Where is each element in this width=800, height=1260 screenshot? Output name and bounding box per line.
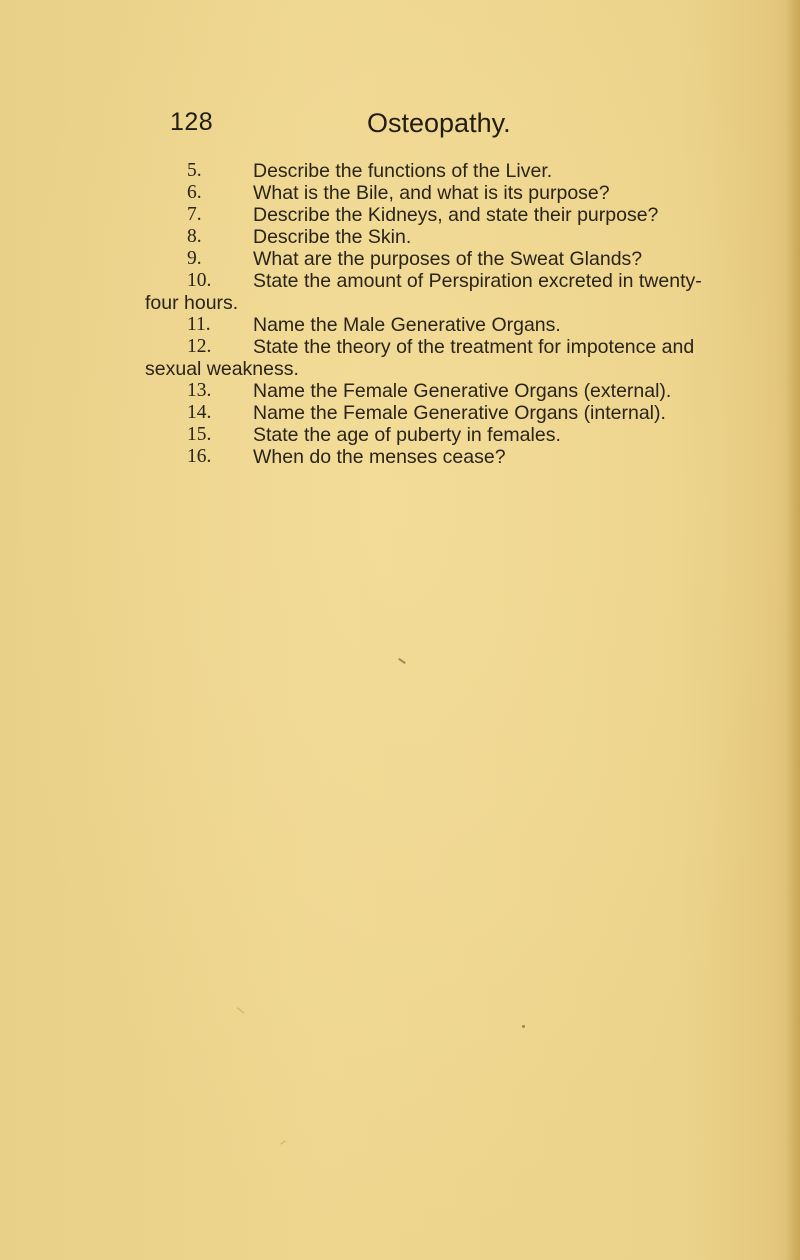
question-continuation: sexual weakness. <box>145 358 299 380</box>
question-item <box>0 160 733 182</box>
scan-speck <box>280 1140 285 1144</box>
question-text: Name the Female Generative Organs (external). <box>253 380 672 402</box>
question-text: Name the Female Generative Organs (internal). <box>253 402 666 424</box>
question-text: State the theory of the treatment for impotence and <box>253 336 695 358</box>
question-text: Describe the Skin. <box>253 226 412 248</box>
question-item <box>0 248 733 270</box>
scan-speck <box>522 1025 525 1028</box>
question-item <box>0 446 733 468</box>
question-item <box>0 402 733 424</box>
question-text: State the age of puberty in females. <box>253 424 561 446</box>
page-number: 128 <box>170 108 214 136</box>
question-item <box>0 226 733 248</box>
question-text: Name the Male Generative Organs. <box>253 314 561 336</box>
question-number: 13. <box>187 380 212 401</box>
scan-speck <box>237 1007 245 1014</box>
question-item <box>0 336 733 380</box>
question-number: 8. <box>187 226 202 247</box>
scan-speck <box>398 658 406 664</box>
question-item <box>0 380 733 402</box>
running-title: Osteopathy. <box>367 108 511 138</box>
question-text: What are the purposes of the Sweat Glands? <box>253 248 643 270</box>
question-number: 11. <box>187 314 211 335</box>
question-item <box>0 270 733 314</box>
question-text: What is the Bile, and what is its purpose? <box>253 182 610 204</box>
question-text: When do the menses cease? <box>253 446 506 468</box>
question-number: 16. <box>187 446 212 467</box>
question-list <box>0 160 800 468</box>
question-item <box>0 314 733 336</box>
question-text: Describe the functions of the Liver. <box>253 160 553 182</box>
question-item <box>0 204 733 226</box>
question-item <box>0 182 733 204</box>
question-number: 5. <box>187 160 202 181</box>
question-number: 10. <box>187 270 212 291</box>
question-text: State the amount of Perspiration excreted in twenty- <box>253 270 702 292</box>
question-number: 14. <box>187 402 212 423</box>
question-item <box>0 424 733 446</box>
question-number: 6. <box>187 182 202 203</box>
question-continuation: four hours. <box>145 292 239 314</box>
question-number: 9. <box>187 248 202 269</box>
question-text: Describe the Kidneys, and state their purpose? <box>253 204 659 226</box>
question-number: 7. <box>187 204 202 225</box>
page-header <box>0 108 800 148</box>
question-number: 12. <box>187 336 212 357</box>
question-number: 15. <box>187 424 212 445</box>
